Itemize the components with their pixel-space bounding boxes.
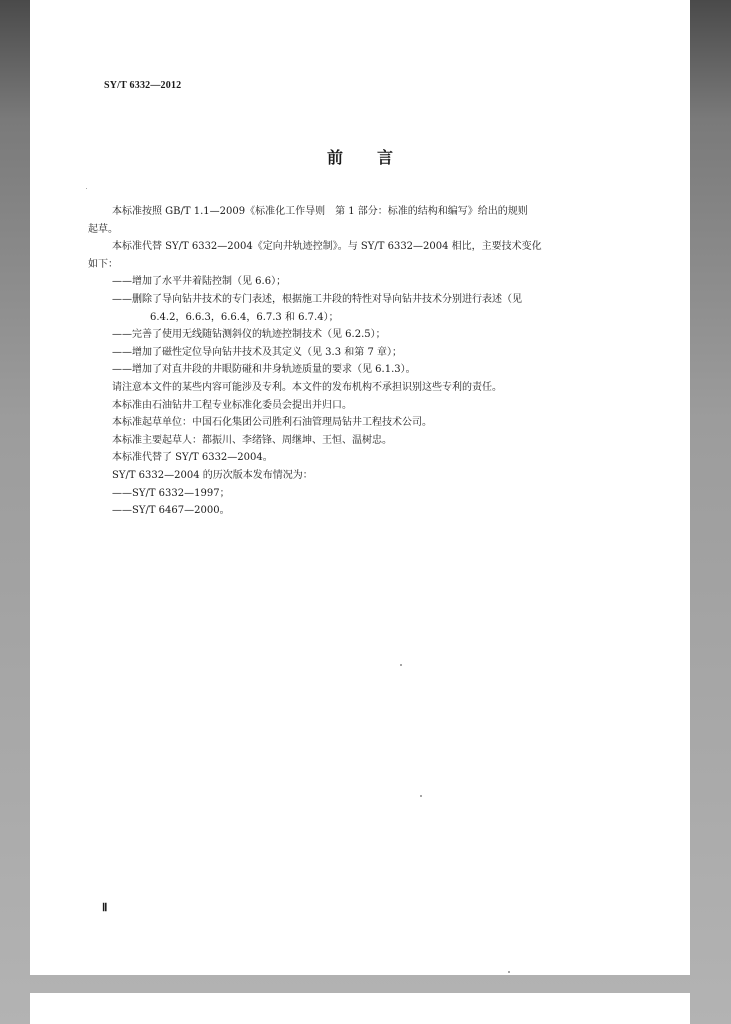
paragraph-line: 如下： [88, 258, 118, 270]
change-item: ——删除了导向钻井技术的专门表述，根据施工井段的特性对导向钻井技术分别进行表述（见 [112, 293, 522, 305]
document-page [30, 0, 690, 975]
foreword-body [88, 203, 636, 520]
scan-speck [508, 971, 510, 973]
change-item: ——增加了水平井着陆控制（见 6.6）； [112, 276, 287, 288]
paragraph-line: 本标准按照 GB/T 1.1—2009《标准化工作导则 第 1 部分：标准的结构和编写》给出的规则 [112, 206, 528, 217]
change-item: ——增加了对直井段的井眼防碰和井身轨迹质量的要求（见 6.1.3）。 [112, 364, 416, 376]
scan-speck [400, 664, 402, 666]
page-title: 前言 [326, 148, 427, 167]
standard-code: SY/T 6332—2012 [104, 80, 182, 91]
replaces-statement: 本标准代替了 SY/T 6332—2004。 [112, 452, 273, 464]
change-item-continuation: 6.4.2，6.6.3，6.6.4，6.7.3 和 6.7.4）； [150, 311, 339, 323]
proposed-by: 本标准由石油钻井工程专业标准化委员会提出并归口。 [112, 399, 352, 411]
paragraph-line: 起草。 [88, 223, 118, 235]
drafting-unit: 本标准起草单位：中国石化集团公司胜利石油管理局钻井工程技术公司。 [112, 417, 432, 429]
page-number: Ⅱ [102, 902, 108, 914]
history-intro: SY/T 6332—2004 的历次版本发布情况为： [112, 469, 313, 481]
scan-speck [420, 795, 422, 797]
paragraph-line: 本标准代替 SY/T 6332—2004《定向井轨迹控制》。与 SY/T 6332—2004 相比，主要技术变化 [112, 241, 542, 253]
change-item: ——完善了使用无线随钻测斜仪的轨迹控制技术（见 6.2.5）； [112, 329, 386, 341]
history-item: ——SY/T 6332—1997； [112, 487, 230, 499]
drafters: 本标准主要起草人：都振川、李绪锋、周继坤、王恒、温树忠。 [112, 434, 392, 446]
patent-notice: 请注意本文件的某些内容可能涉及专利。本文件的发布机构不承担识别这些专利的责任。 [112, 381, 502, 393]
next-page-edge [30, 993, 690, 1024]
change-item: ——增加了磁性定位导向钻井技术及其定义（见 3.3 和第 7 章）； [112, 346, 402, 358]
scan-speck [86, 188, 87, 189]
history-item: ——SY/T 6467—2000。 [112, 505, 230, 517]
